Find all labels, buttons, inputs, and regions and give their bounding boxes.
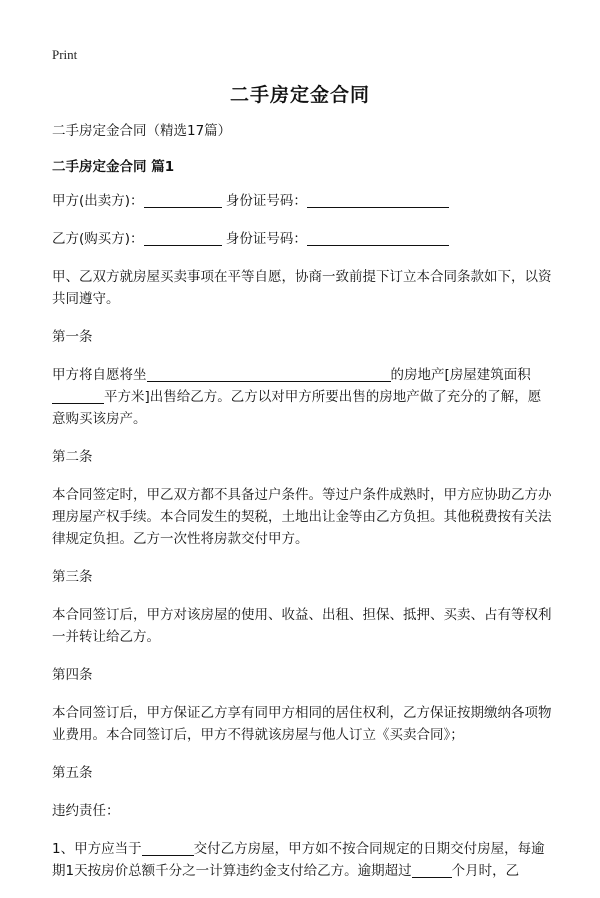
party-b-name-blank (144, 230, 222, 246)
party-b-label: 乙方(购买方)： (52, 231, 144, 247)
party-a-id-label: 身份证号码： (225, 193, 307, 209)
article-4-paragraph: 本合同签订后，甲方保证乙方享有同甲方相同的居住权利，乙方保证按期缴纳各项物业费用。本合同签订后，甲方不得就该房屋与他人订立《买卖合同》； (52, 705, 552, 743)
breach-clause-1 (52, 838, 552, 882)
article-5-heading: 第五条 (52, 765, 93, 781)
clause-1-text-before: 1、甲方应当于 (52, 841, 142, 857)
property-location-blank (147, 366, 391, 382)
party-b-line (52, 228, 552, 250)
building-area-blank (52, 388, 104, 404)
clause-1-text-middle: 交付乙方房屋，甲方如不按合同规定的日期交付房屋，每逾期1天按房价总额千分之一计算违约金支付给乙方。逾期超过 (52, 841, 545, 879)
clause-1-text-after: 个月时，乙 (451, 863, 520, 879)
article-1-heading: 第一条 (52, 329, 93, 345)
article-4-heading: 第四条 (52, 667, 93, 683)
party-a-label: 甲方(出卖方)： (52, 193, 144, 209)
document-title: 二手房定金合同 (229, 84, 370, 106)
print-link[interactable]: Print (52, 47, 78, 62)
article-1-text-before: 甲方将自愿将坐 (52, 367, 147, 383)
breach-heading: 违约责任： (52, 803, 120, 819)
article-3-paragraph: 本合同签订后，甲方对该房屋的使用、收益、出租、担保、抵押、买卖、占有等权利一并转让给乙方。 (52, 607, 552, 645)
preamble-paragraph: 甲、乙双方就房屋买卖事项在平等自愿，协商一致前提下订立本合同条款如下，以资共同遵守。 (52, 269, 552, 307)
article-1-paragraph (52, 364, 552, 430)
document-body (52, 120, 552, 898)
party-a-line (52, 190, 552, 212)
overdue-months-blank (412, 862, 452, 878)
party-a-id-blank (307, 192, 449, 208)
article-3-heading: 第三条 (52, 569, 93, 585)
section-title: 二手房定金合同 篇1 (52, 159, 175, 175)
delivery-date-blank (142, 840, 194, 856)
article-2-heading: 第二条 (52, 449, 93, 465)
party-a-name-blank (144, 192, 222, 208)
party-b-id-label: 身份证号码： (225, 231, 307, 247)
article-2-paragraph: 本合同签定时，甲乙双方都不具备过户条件。等过户条件成熟时，甲方应协助乙方办理房屋产权手续。本合同发生的契税，土地出让金等由乙方负担。其他税费按有关法律规定负担。乙方一次性将房款交付甲方。 (52, 487, 552, 547)
party-b-id-blank (307, 230, 449, 246)
document-subtitle: 二手房定金合同（精选17篇） (52, 123, 232, 139)
article-1-text-middle: 的房地产[房屋建筑面积 (390, 367, 531, 383)
article-1-text-after: 平方米]出售给乙方。乙方以对甲方所要出售的房地产做了充分的了解，愿意购买该房产。 (52, 389, 542, 427)
